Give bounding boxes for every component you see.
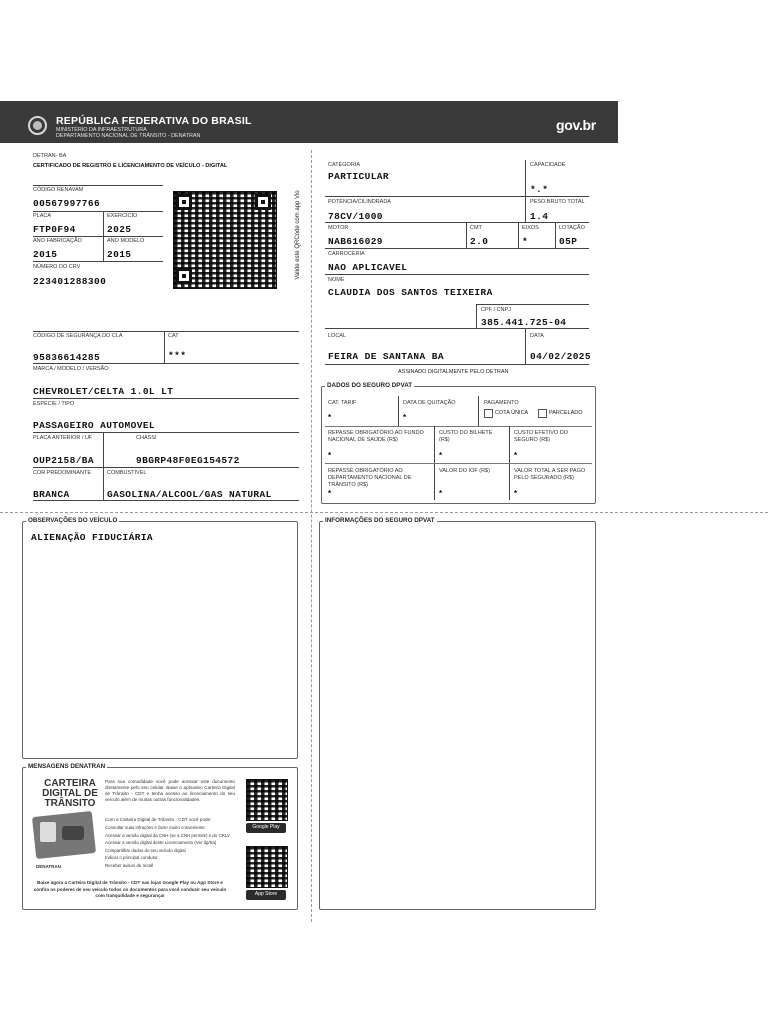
divider (33, 261, 163, 262)
divider (33, 185, 163, 186)
ano-fabricacao-label: ANO FABRICAÇÃO (33, 238, 82, 244)
valor-total-label: VALOR TOTAL A SER PAGO PELO SEGURADO (R$) (514, 468, 586, 481)
cat-label: CAT (168, 333, 179, 339)
divider (525, 328, 526, 364)
app-store-badge[interactable]: App Store (246, 890, 286, 900)
divider (555, 222, 556, 248)
placa-label: PLACA (33, 213, 52, 219)
iof-value: * (439, 489, 443, 498)
combustivel-value: GASOLINA/ALCOOL/GAS NATURAL (107, 489, 272, 500)
chassi-value: 9BGRP48F0EG154572 (136, 455, 240, 466)
categoria-value: PARTICULAR (328, 171, 390, 182)
cmt-label: CMT (470, 225, 482, 231)
pagamento-label: PAGAMENTO (484, 400, 519, 406)
custo-bilhete-value: * (439, 451, 443, 460)
divider (398, 396, 399, 426)
divider (325, 248, 589, 249)
eixos-value: * (522, 236, 529, 247)
repasse-denatran-value: * (328, 489, 332, 498)
lotacao-value: 05P (559, 236, 578, 247)
repasse-fns-label: REPASSE OBRIGATÓRIO AO FUNDO NACIONAL DE SAÚDE (R$) (328, 430, 424, 443)
eixos-label: EIXOS (522, 225, 539, 231)
parcelado-label: PARCELADO (549, 410, 583, 416)
digital-signature-note: ASSINADO DIGITALMENTE PELO DETRAN (398, 369, 509, 375)
header-title: REPÚBLICA FEDERATIVA DO BRASIL (56, 115, 252, 127)
placa-anterior-value: OUP2158/BA (33, 455, 95, 466)
custo-seguro-label: CUSTO EFETIVO DO SEGURO (R$) (514, 430, 568, 443)
divider (33, 331, 299, 332)
categoria-label: CATEGORIA (328, 162, 360, 168)
seg-cla-value: 95836614285 (33, 352, 101, 363)
observacoes-box (22, 521, 298, 759)
iof-label: VALOR DO IOF (R$) (439, 468, 490, 474)
cdt-bullet: Consultar suas infrações e fazer muito conveniente (105, 825, 205, 830)
capacidade-label: CAPACIDADE (530, 162, 566, 168)
local-value: FEIRA DE SANTANA BA (328, 351, 444, 362)
cota-unica-label: COTA ÚNICA (495, 410, 529, 416)
motor-label: MOTOR (328, 225, 349, 231)
divider (33, 398, 299, 399)
placa-value: FTP0F94 (33, 224, 76, 235)
cor-label: COR PREDOMINANTE (33, 470, 92, 476)
cat-tarif-value: * (328, 413, 332, 422)
nome-value: CLAUDIA DOS SANTOS TEIXEIRA (328, 287, 493, 298)
divider (478, 396, 479, 426)
renavam-value: 00567997766 (33, 198, 101, 209)
cat-tarif-label: CAT. TARIF (328, 400, 357, 406)
cdt-logo-line3: TRÂNSITO (44, 798, 96, 809)
cdt-footer: Baixe agora a Carteira Digital de Trânsito - CDT nas lojas Google Play ou App Store e confira os poderes de seu veículo todos os documentos para você conduzir seu veículo com tranquilidade e segurança! (33, 880, 227, 898)
capacidade-value: *.* (530, 184, 549, 195)
app-store-qr-code (246, 846, 288, 888)
car-icon (62, 826, 84, 840)
ano-fabricacao-value: 2015 (33, 249, 58, 260)
carroceria-label: CARROCERIA (328, 251, 365, 257)
data-value: 04/02/2025 (530, 351, 592, 362)
data-quitacao-label: DATA DE QUITAÇÃO (403, 400, 456, 406)
info-dpvat-title: INFORMAÇÕES DO SEGURO DPVAT (325, 517, 435, 524)
cdt-paragraph: Para sua comodidade você pode acessar este documento diretamente pelo seu celular. Baixe o aplicativo Carteira Digital de Trânsito - CDT e tenha acesso ao licenciamento do seu veículo além de muitas outras funcionalidades. (105, 779, 235, 802)
divider (325, 364, 589, 365)
divider (33, 363, 299, 364)
especie-value: PASSAGEIRO AUTOMOVEL (33, 420, 156, 431)
google-play-qr-code (246, 779, 288, 821)
lotacao-label: LOTAÇÃO (559, 225, 585, 231)
data-label: DATA (530, 333, 544, 339)
divider (325, 328, 589, 329)
valor-total-value: * (514, 489, 518, 498)
cmt-value: 2.0 (470, 236, 489, 247)
repasse-fns-value: * (328, 451, 332, 460)
potencia-value: 78CV/1000 (328, 211, 383, 222)
divider (525, 160, 526, 196)
coat-of-arms-center (33, 121, 42, 130)
cpf-value: 385.441.725-04 (481, 317, 567, 328)
divider (325, 274, 589, 275)
divider (466, 222, 467, 248)
divider (164, 331, 165, 363)
cor-value: BRANCA (33, 489, 70, 500)
driver-photo-icon (40, 822, 56, 842)
parcelado-checkbox (538, 409, 547, 418)
local-label: LOCAL (328, 333, 347, 339)
carroceria-value: NAO APLICAVEL (328, 262, 408, 273)
mensagens-title: MENSAGENS DENATRAN (28, 763, 106, 770)
crv-label: NÚMERO DO CRV (33, 264, 81, 270)
denatran-logo: DENATRAN (36, 864, 61, 869)
header-ministry: MINISTÉRIO DA INFRAESTRUTURA (56, 127, 147, 133)
cdt-bullet: Compartilhar dados do seu veículo digital (105, 847, 186, 853)
divider (325, 463, 592, 464)
document-title: CERTIFICADO DE REGISTRO E LICENCIAMENTO DE VEÍCULO - DIGITAL (33, 163, 228, 169)
cdt-bullet: Indicar o principal condutor (105, 855, 158, 860)
qr-finder (176, 268, 192, 284)
motor-value: NAB616029 (328, 236, 383, 247)
ano-modelo-value: 2015 (107, 249, 132, 260)
qr-finder (255, 194, 271, 210)
divider (518, 222, 519, 248)
fold-line (0, 512, 768, 513)
google-play-badge[interactable]: Google Play (246, 823, 286, 833)
cdt-bullet-list (105, 824, 240, 869)
cdt-bullet: Acessar a versão digital deste Licenciamento (Ver dg/tra) (105, 840, 217, 845)
divider (33, 432, 299, 433)
qr-caption: Valide este QRCode com app Vio (295, 190, 301, 280)
divider (33, 236, 163, 237)
header-department: DEPARTAMENTO NACIONAL DE TRÂNSITO - DENATRAN (56, 133, 201, 139)
custo-bilhete-label: CUSTO DO BILHETE (R$) (439, 430, 493, 443)
seg-cla-label: CÓDIGO DE SEGURANÇA DO CLA (33, 333, 123, 339)
ano-modelo-label: ANO MODELO (107, 238, 145, 244)
cpf-label: CPF / CNPJ (481, 307, 511, 313)
info-dpvat-box (319, 521, 596, 910)
data-quitacao-value: * (403, 413, 407, 422)
divider (325, 222, 589, 223)
repasse-denatran-label: REPASSE OBRIGATÓRIO AO DEPARTAMENTO NACIONAL DE TRÂNSITO (R$) (328, 468, 412, 488)
exercicio-value: 2025 (107, 224, 132, 235)
divider (33, 467, 299, 468)
potencia-label: POTÊNCIA/CILINDRADA (328, 199, 391, 205)
divider (33, 211, 163, 212)
especie-label: ESPÉCIE / TIPO (33, 401, 75, 407)
cdt-with-text: Com a Carteira Digital de Trânsito - CDT você pode: (105, 817, 212, 822)
nome-label: NOME (328, 277, 345, 283)
custo-seguro-value: * (514, 451, 518, 460)
divider (476, 304, 589, 305)
observacoes-text: ALIENAÇÃO FIDUCIÁRIA (31, 532, 154, 543)
placa-anterior-label: PLACA ANTERIOR / UF (33, 435, 93, 441)
cdt-logo (40, 779, 100, 809)
crv-value: 223401288300 (33, 276, 107, 287)
cdt-bullet: Receber avisos de recall (105, 862, 154, 868)
cdt-logo-line2: DIGITAL DE (42, 788, 98, 799)
cdt-bullet: Acessar a versão digital da CNH (se a CNH permitir) e do CRLV (105, 832, 230, 838)
chassi-label: CHASSI (136, 435, 157, 441)
cota-unica-checkbox (484, 409, 493, 418)
divider (103, 432, 104, 500)
marca-label: MARCA / MODELO / VERSÃO (33, 366, 109, 372)
divider (525, 196, 526, 222)
exercicio-label: EXERCÍCIO (107, 213, 138, 219)
peso-label: PESO BRUTO TOTAL (530, 199, 585, 205)
renavam-label: CÓDIGO RENAVAM (33, 187, 84, 193)
observacoes-title: OBSERVAÇÕES DO VEÍCULO (28, 517, 118, 524)
combustivel-label: COMBUSTÍVEL (107, 470, 147, 476)
divider (325, 196, 589, 197)
govbr-logo: gov.br (556, 117, 596, 133)
issuer-label: DETRAN- BA (33, 153, 67, 159)
divider (33, 500, 299, 501)
fold-line (311, 150, 312, 922)
cdt-logo-line1: CARTEIRA (44, 778, 96, 789)
peso-value: 1.4 (530, 211, 549, 222)
divider (476, 304, 477, 328)
divider (325, 426, 592, 427)
cat-value: *** (168, 350, 187, 361)
marca-value: CHEVROLET/CELTA 1.0L LT (33, 386, 174, 397)
qr-finder (176, 194, 192, 210)
dpvat-title: DADOS DO SEGURO DPVAT (327, 382, 413, 389)
